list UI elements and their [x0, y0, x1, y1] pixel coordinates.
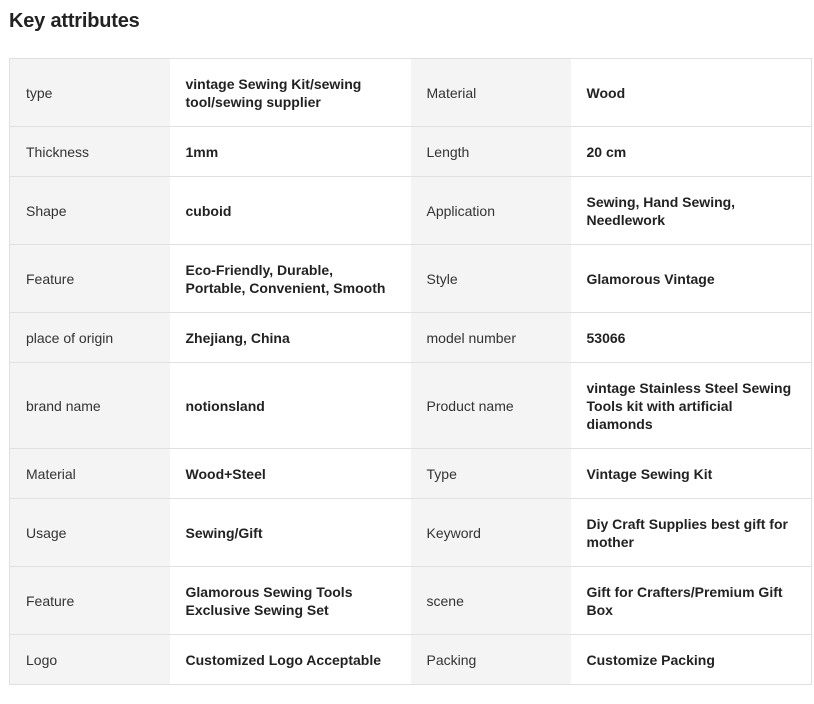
attribute-label: Application — [411, 177, 571, 245]
attribute-row — [10, 313, 812, 363]
attribute-row — [10, 567, 812, 635]
attribute-label: brand name — [10, 363, 170, 449]
attribute-label: type — [10, 59, 170, 127]
attribute-label: Material — [411, 59, 571, 127]
attribute-label: Keyword — [411, 499, 571, 567]
attribute-label: Usage — [10, 499, 170, 567]
attribute-row — [10, 127, 812, 177]
attribute-label: Shape — [10, 177, 170, 245]
attribute-row — [10, 59, 812, 127]
attribute-value: Vintage Sewing Kit — [571, 449, 812, 499]
attribute-label: scene — [411, 567, 571, 635]
attribute-label: Packing — [411, 635, 571, 685]
attribute-label: Style — [411, 245, 571, 313]
attribute-value: 53066 — [571, 313, 812, 363]
attribute-label: Length — [411, 127, 571, 177]
attribute-value: cuboid — [170, 177, 411, 245]
attribute-label: Logo — [10, 635, 170, 685]
attribute-label: place of origin — [10, 313, 170, 363]
attribute-value: Eco-Friendly, Durable, Portable, Convenient, Smooth — [170, 245, 411, 313]
attribute-value: Wood+Steel — [170, 449, 411, 499]
attribute-value: 20 cm — [571, 127, 812, 177]
attribute-value: 1mm — [170, 127, 411, 177]
attribute-value: Wood — [571, 59, 812, 127]
attribute-value: Diy Craft Supplies best gift for mother — [571, 499, 812, 567]
attribute-value: Glamorous Vintage — [571, 245, 812, 313]
attribute-value: vintage Stainless Steel Sewing Tools kit with artificial diamonds — [571, 363, 812, 449]
attribute-row — [10, 363, 812, 449]
attribute-value: Gift for Crafters/Premium Gift Box — [571, 567, 812, 635]
attribute-row — [10, 177, 812, 245]
attribute-value: vintage Sewing Kit/sewing tool/sewing supplier — [170, 59, 411, 127]
attribute-value: Glamorous Sewing Tools Exclusive Sewing Set — [170, 567, 411, 635]
attribute-value: Sewing, Hand Sewing, Needlework — [571, 177, 812, 245]
attribute-row — [10, 245, 812, 313]
key-attributes-table — [9, 58, 812, 685]
attribute-label: Thickness — [10, 127, 170, 177]
attribute-value: Zhejiang, China — [170, 313, 411, 363]
attribute-row — [10, 449, 812, 499]
attribute-row — [10, 499, 812, 567]
attribute-label: Feature — [10, 567, 170, 635]
attribute-value: notionsland — [170, 363, 411, 449]
attribute-label: Product name — [411, 363, 571, 449]
attribute-value: Customized Logo Acceptable — [170, 635, 411, 685]
attribute-label: Type — [411, 449, 571, 499]
attribute-label: Material — [10, 449, 170, 499]
attribute-row — [10, 635, 812, 685]
attribute-label: model number — [411, 313, 571, 363]
attribute-value: Customize Packing — [571, 635, 812, 685]
attribute-value: Sewing/Gift — [170, 499, 411, 567]
section-title: Key attributes — [9, 10, 140, 32]
attribute-label: Feature — [10, 245, 170, 313]
